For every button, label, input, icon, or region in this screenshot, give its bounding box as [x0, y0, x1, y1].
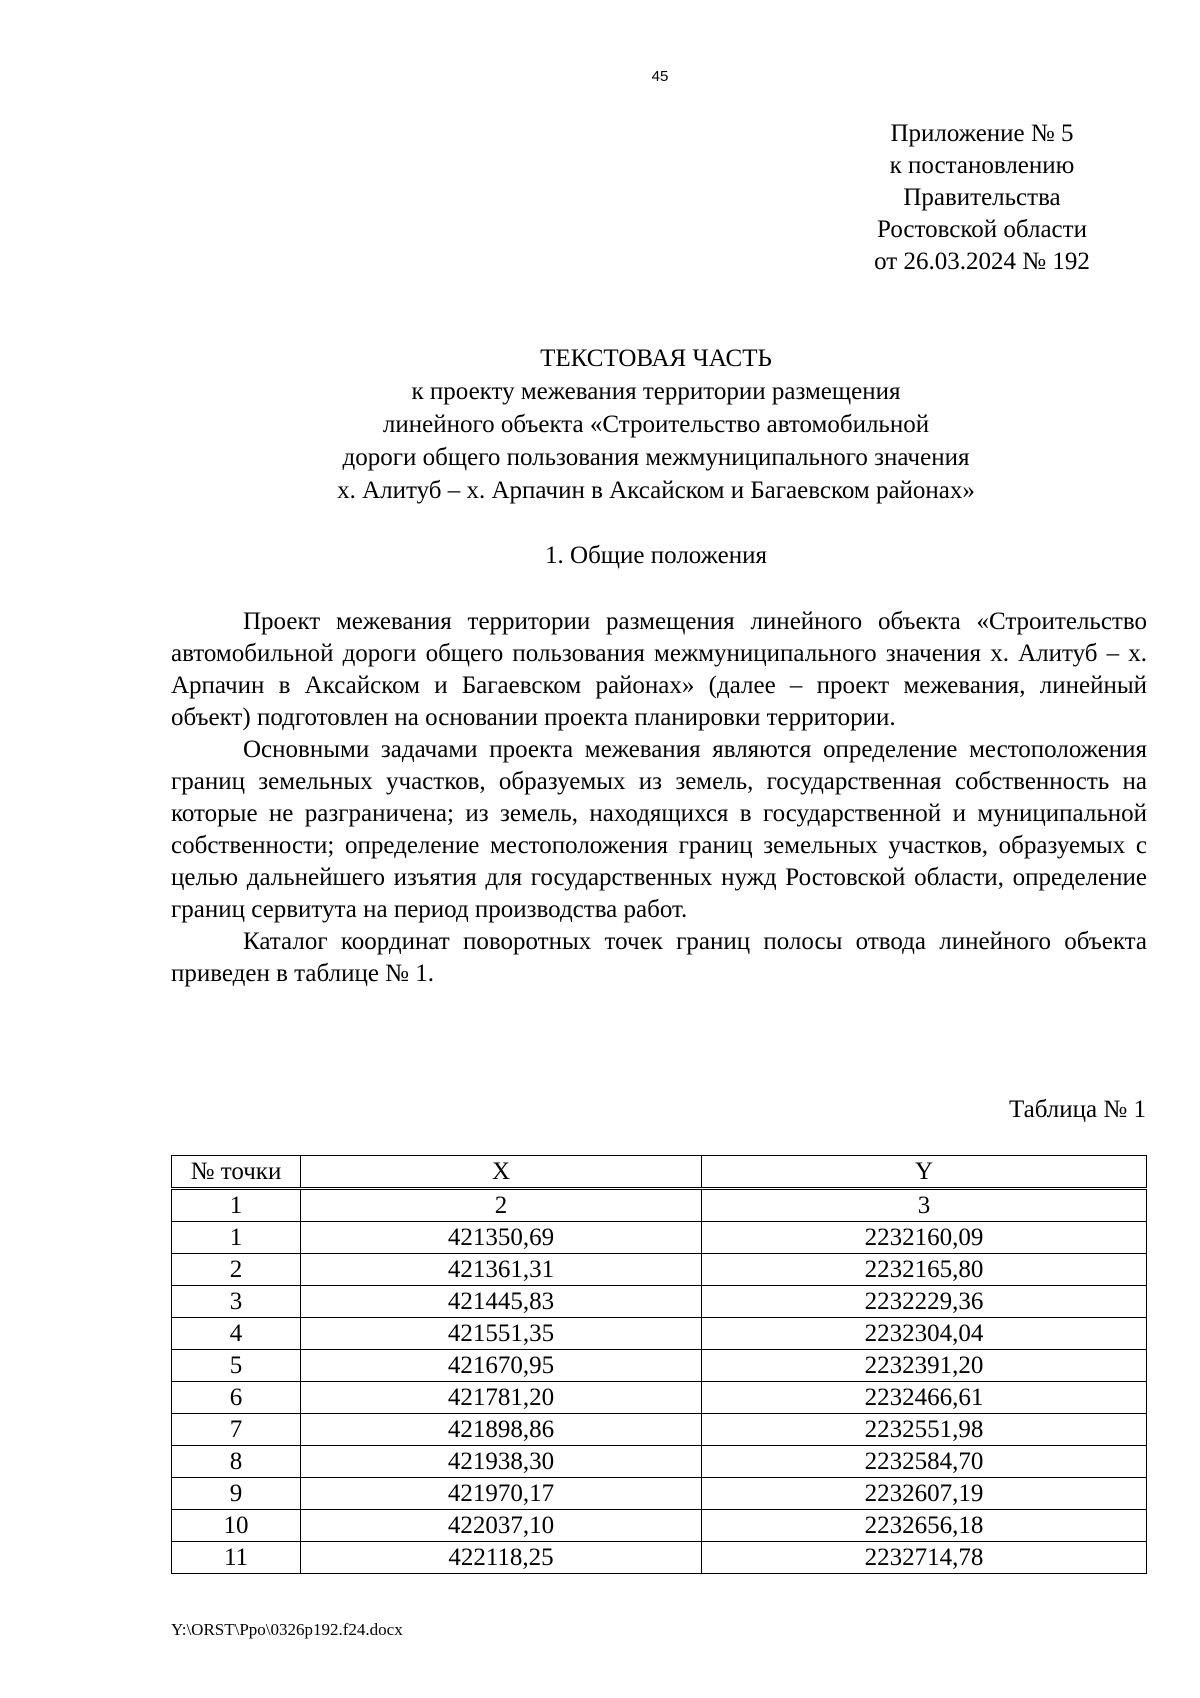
- table-row: [172, 1446, 1147, 1478]
- table-row: [172, 1254, 1147, 1286]
- table-caption: Таблица № 1: [1008, 1096, 1146, 1123]
- table-row: [172, 1286, 1147, 1318]
- table-cell: 1: [172, 1189, 301, 1222]
- table-cell: 3: [702, 1189, 1147, 1222]
- page-number: 45: [651, 68, 669, 85]
- table-cell: 7: [172, 1414, 301, 1446]
- table-row: [172, 1414, 1147, 1446]
- paragraph: Проект межевания территории размещения линейного объекта «Строительство автомобильной дороги общего пользования межмуниципального значения х. Алитуб – х. Арпачин в Аксайском и Багаевском районах» (далее – проект межевания, линейный объект) подготовлен на основании проекта планировки территории.: [171, 608, 1147, 731]
- table-header-row: [172, 1156, 1147, 1189]
- table-cell: 421350,69: [301, 1222, 702, 1254]
- table-cell: 1: [172, 1222, 301, 1254]
- table-cell: 2232607,19: [702, 1478, 1147, 1510]
- column-index-row: [172, 1189, 1147, 1222]
- table-cell: 421670,95: [301, 1350, 702, 1382]
- table-cell: 421445,83: [301, 1286, 702, 1318]
- table-cell: 421970,17: [301, 1478, 702, 1510]
- table-cell: 421781,20: [301, 1382, 702, 1414]
- table-cell: 421938,30: [301, 1446, 702, 1478]
- table-cell: 2232391,20: [702, 1350, 1147, 1382]
- appendix-block: [834, 118, 1130, 278]
- table-row: [172, 1478, 1147, 1510]
- table-cell: 2232160,09: [702, 1222, 1147, 1254]
- table-cell: 2: [172, 1254, 301, 1286]
- table-cell: 6: [172, 1382, 301, 1414]
- table-cell: 2232714,78: [702, 1542, 1147, 1574]
- table-cell: 2232229,36: [702, 1286, 1147, 1318]
- title-line: дороги общего пользования межмуниципального значения: [342, 444, 970, 471]
- table-cell: 8: [172, 1446, 301, 1478]
- table-row: [172, 1542, 1147, 1574]
- table-cell: 422118,25: [301, 1542, 702, 1574]
- title-line: к проекту межевания территории размещения: [411, 378, 901, 405]
- header-point-number: № точки: [172, 1156, 301, 1189]
- file-path-footer: Y:\ORST\Ppo\0326p192.f24.docx: [171, 1620, 403, 1639]
- table-cell: 421898,86: [301, 1414, 702, 1446]
- table-cell: 5: [172, 1350, 301, 1382]
- document-title: [180, 342, 1132, 507]
- header-y: Y: [702, 1156, 1147, 1189]
- table-cell: 422037,10: [301, 1510, 702, 1542]
- table-cell: 2232551,98: [702, 1414, 1147, 1446]
- table-cell: 9: [172, 1478, 301, 1510]
- table-cell: 2232656,18: [702, 1510, 1147, 1542]
- section-heading: 1. Общие положения: [545, 542, 767, 569]
- table-cell: 11: [172, 1542, 301, 1574]
- table-cell: 4: [172, 1318, 301, 1350]
- coordinates-table: [171, 1155, 1147, 1574]
- appendix-line: Приложение № 5: [890, 120, 1074, 147]
- table-cell: 10: [172, 1510, 301, 1542]
- table-cell: 2232466,61: [702, 1382, 1147, 1414]
- paragraph: Каталог координат поворотных точек границ полосы отвода линейного объекта приведен в таблице № 1.: [171, 928, 1147, 987]
- title-line: линейного объекта «Строительство автомобильной: [382, 411, 930, 438]
- paragraph: Основными задачами проекта межевания являются определение местоположения границ земельных участков, образуемых из земель, государственная собственность на которые не разграничена; из земель, находящихся в государственной и муниципальной собственности; определение местоположения границ земельных участков, образуемых с целью дальнейшего изъятия для государственных нужд Ростовской области, определение границ сервитута на период производства работ.: [171, 736, 1147, 923]
- table-cell: 421361,31: [301, 1254, 702, 1286]
- table-row: [172, 1382, 1147, 1414]
- table-cell: 2232304,04: [702, 1318, 1147, 1350]
- header-x: X: [301, 1156, 702, 1189]
- table-row: [172, 1510, 1147, 1542]
- table-row: [172, 1350, 1147, 1382]
- table-cell: 2232165,80: [702, 1254, 1147, 1286]
- table-cell: 2232584,70: [702, 1446, 1147, 1478]
- table-cell: 2: [301, 1189, 702, 1222]
- appendix-line: Правительства: [903, 184, 1061, 211]
- appendix-line: Ростовской области: [877, 216, 1087, 243]
- table-row: [172, 1222, 1147, 1254]
- table-cell: 3: [172, 1286, 301, 1318]
- table-cell: 421551,35: [301, 1318, 702, 1350]
- appendix-line: к постановлению: [889, 152, 1075, 179]
- title-line: ТЕКСТОВАЯ ЧАСТЬ: [540, 345, 772, 372]
- appendix-line: от 26.03.2024 № 192: [874, 248, 1090, 275]
- body-text: [171, 606, 1147, 990]
- title-line: х. Алитуб – х. Арпачин в Аксайском и Багаевском районах»: [337, 477, 975, 504]
- table-row: [172, 1318, 1147, 1350]
